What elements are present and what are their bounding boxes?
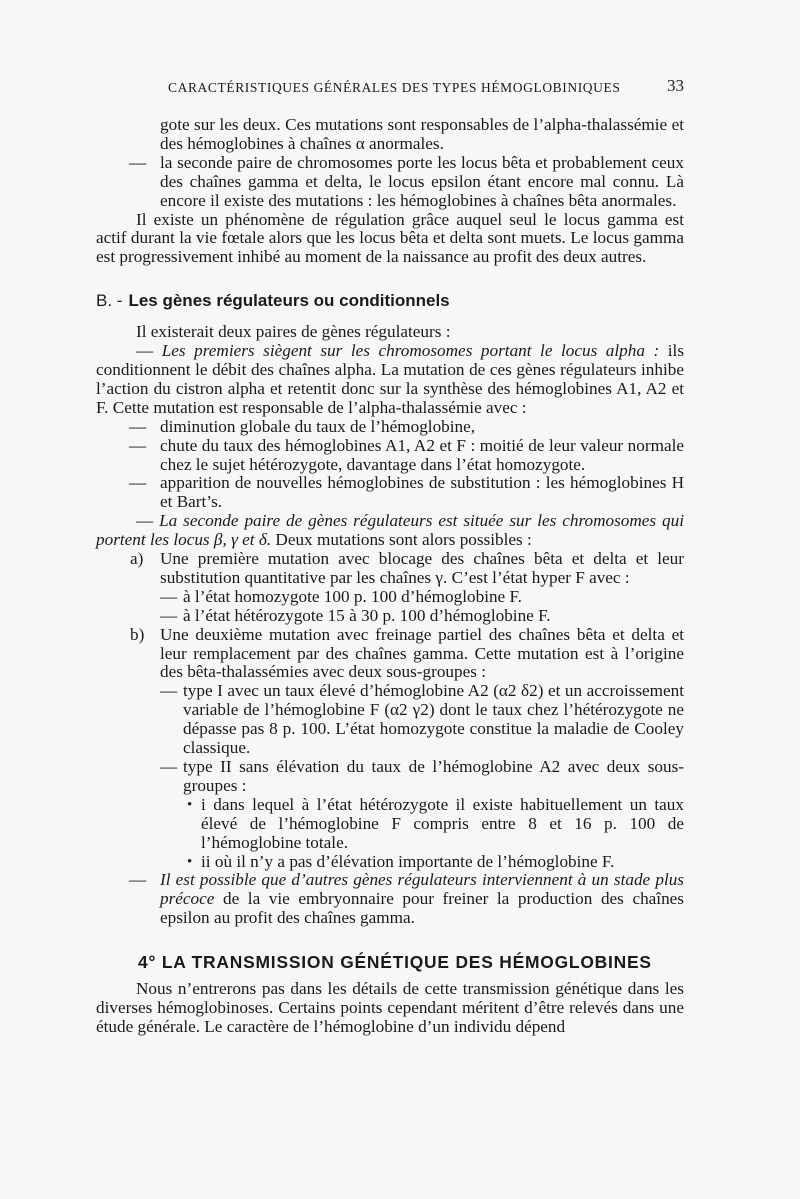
- page-body: [96, 116, 684, 1037]
- item-text: Une première mutation avec blocage des chaînes bêta et delta et leur substitution quantitative par les chaînes γ. C’est l’état hyper F avec :: [160, 549, 684, 587]
- labeled-item-a: [96, 550, 684, 588]
- italic-lead: Il est possible que d’autres gènes régulateurs interviennent à un stade plus précoce: [160, 870, 684, 909]
- dash-marker: —: [129, 870, 147, 890]
- dash-marker: —: [160, 586, 178, 606]
- italic-lead: Les premiers siègent sur les chromosomes portant le locus alpha :: [161, 341, 660, 361]
- sub-item-text: à l’état homozygote 100 p. 100 d’hémoglobine F.: [183, 586, 522, 606]
- dash-item-text: diminution globale du taux de l’hémoglobine,: [160, 416, 476, 436]
- dash-marker: —: [136, 341, 154, 361]
- dash-item-text: de la vie embryonnaire pour freiner la production des chaînes epsilon au profit des chaînes gamma.: [160, 889, 684, 928]
- section-title: Les gènes régulateurs ou conditionnels: [128, 291, 450, 311]
- italic-lead: La seconde paire de gènes régulateurs est située sur les chromosomes qui portent les locus β, γ et δ.: [96, 511, 684, 550]
- bullet-item: [96, 796, 684, 853]
- item-label: b): [130, 624, 145, 644]
- bullet-marker: •: [187, 853, 193, 870]
- dash-item: [96, 474, 684, 512]
- sub-item: [96, 588, 684, 607]
- dash-item-text: apparition de nouvelles hémoglobines de substitution : les hémoglobines H et Bart’s.: [160, 473, 684, 512]
- sub-item: [96, 682, 684, 758]
- sub-item-text: type I avec un taux élevé d’hémoglobine A2 (α2 δ2) et un accroissement variable de l’hémoglobine F (α2 γ2) dont le taux chez l’hétérozygote ne dépasse pas 8 p. 100. L’état homozygote constitue la maladie de Cooley classique.: [183, 681, 684, 758]
- paragraph-first-pair: [96, 342, 684, 418]
- page-number: 33: [667, 76, 684, 95]
- paragraph-second-pair: [96, 512, 684, 550]
- bullet-marker: •: [187, 796, 193, 813]
- paragraph-text: Deux mutations sont alors possibles :: [275, 530, 532, 550]
- dash-marker: —: [160, 757, 178, 776]
- dash-marker: —: [136, 511, 154, 531]
- dash-marker: —: [129, 416, 147, 436]
- dash-marker: —: [160, 605, 178, 625]
- section-heading-4: 4° LA TRANSMISSION GÉNÉTIQUE DES HÉMOGLOBINES: [138, 952, 652, 973]
- running-title: CARACTÉRISTIQUES GÉNÉRALES DES TYPES HÉMOGLOBINIQUES: [168, 80, 621, 95]
- dash-marker: —: [129, 473, 147, 493]
- bullet-item: [96, 853, 684, 872]
- paragraph-text: ils conditionnent le débit des chaînes alpha. La mutation de ces gènes régulateurs inhibe l’action du cistron alpha et retentit donc sur la synthèse des hémoglobines A1, A2 et F. Cette mutation est responsable de l’alpha-thalassémie avec :: [96, 341, 685, 417]
- dash-marker: —: [129, 435, 147, 455]
- bullet-text: i dans lequel à l’état hétérozygote il existe habituellement un taux élevé de l’hémoglobine F compris entre 8 et 16 p. 100 de l’hémoglobine totale.: [201, 794, 684, 852]
- paragraph-continuation: [96, 116, 684, 154]
- item-label: a): [130, 549, 144, 569]
- sub-item: [96, 607, 684, 626]
- item-text: Une deuxième mutation avec freinage partiel des chaînes bêta et delta et leur remplacement par des chaînes gamma. Cette mutation est à l’origine des bêta-thalassémies avec deux sous-groupes :: [160, 624, 684, 682]
- dash-item: [96, 154, 684, 211]
- paragraph-regulation: Il existe un phénomène de régulation grâce auquel seul le locus gamma est actif durant la vie fœtale alors que les locus bêta et delta sont muets. Le locus gamma est progressivement inhibé au moment de la naissance au profit des deux autres.: [96, 209, 684, 267]
- dash-marker: —: [129, 152, 147, 172]
- dash-item: [96, 418, 684, 437]
- section-heading-b: [96, 292, 684, 311]
- sub-item-text: type II sans élévation du taux de l’hémoglobine A2 avec deux sous-groupes :: [183, 757, 684, 795]
- sub-item: [96, 758, 684, 796]
- sub-item-text: à l’état hétérozygote 15 à 30 p. 100 d’hémoglobine F.: [183, 605, 551, 625]
- dash-item: [96, 871, 684, 928]
- section-prefix: B. -: [96, 291, 123, 311]
- dash-marker: —: [160, 681, 178, 701]
- bullet-text: ii où il n’y a pas d’élévation importante de l’hémoglobine F.: [201, 851, 615, 871]
- labeled-item-b: [96, 626, 684, 683]
- paragraph-transmission: Nous n’entrerons pas dans les détails de cette transmission génétique dans les diverses hémoglobinoses. Certains points cependant méritent d’être relevés dans une étude générale. Le caractère de l’hémoglobine d’un individu dépend: [96, 979, 684, 1036]
- dash-item: [96, 437, 684, 475]
- dash-item-text: chute du taux des hémoglobines A1, A2 et F : moitié de leur valeur normale chez le sujet hétérozygote, davantage dans l’état homozygote.: [160, 435, 684, 474]
- dash-item-text: la seconde paire de chromosomes porte les locus bêta et probablement ceux des chaînes gamma et delta, le locus epsilon étant encore mal connu. Là encore il existe des mutations : les hémoglobines à chaînes bêta anormales.: [160, 152, 684, 210]
- paragraph-intro: Il existerait deux paires de gènes régulateurs :: [136, 322, 451, 342]
- paragraph-text: gote sur les deux. Ces mutations sont responsables de l’alpha-thalassémie et des hémoglobines à chaînes α anormales.: [160, 115, 684, 153]
